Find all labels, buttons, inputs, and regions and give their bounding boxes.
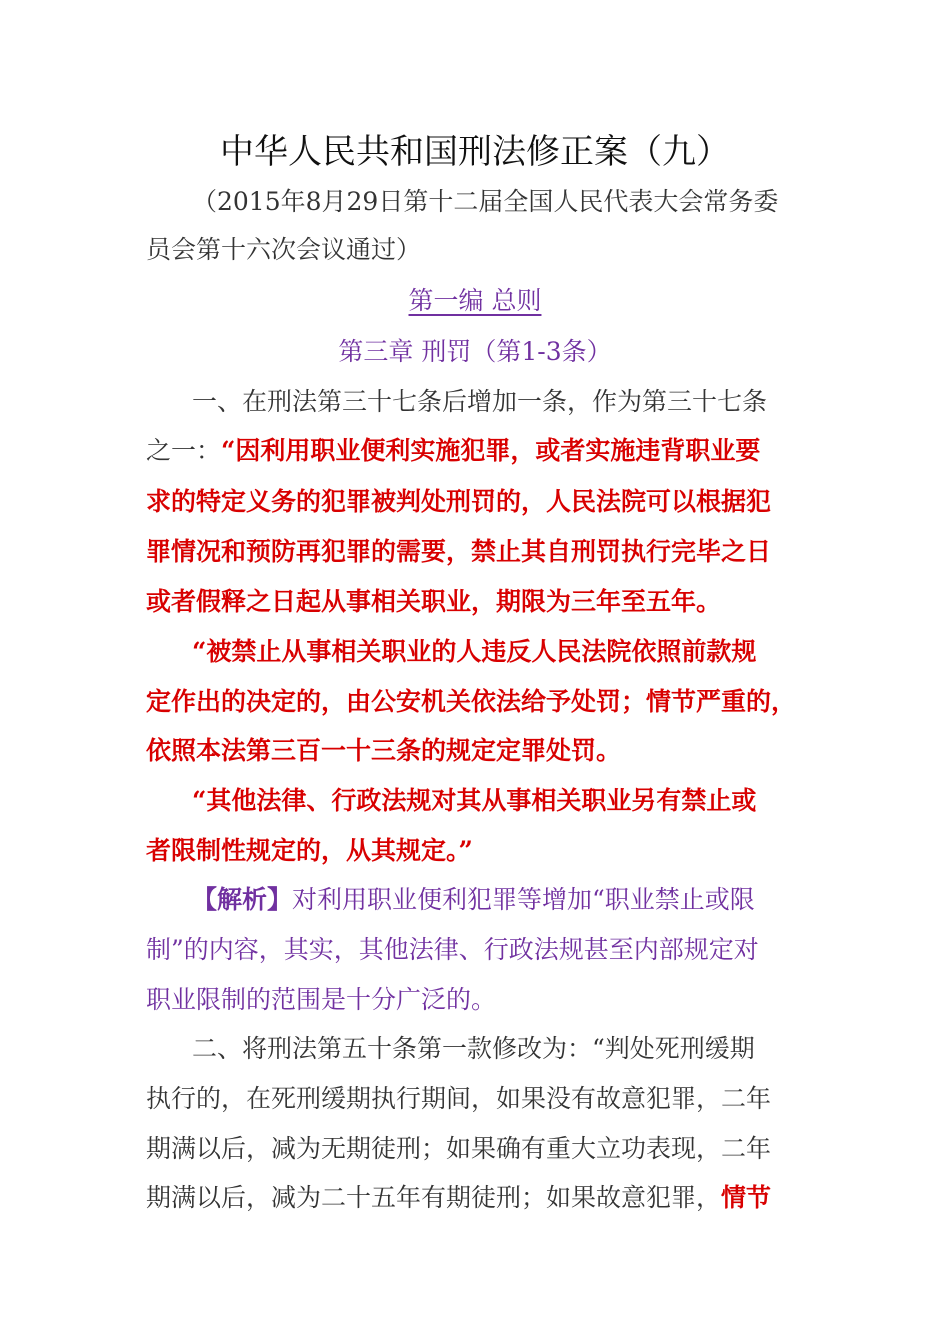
article1-para2-line-3: 依照本法第三百一十三条的规定定罪处罚。 xyxy=(146,736,622,765)
article1-para2-line-1: “被禁止从事相关职业的人违反人民法院依照前款规 xyxy=(192,637,757,666)
analysis-line-2: 制”的内容，其实，其他法律、行政法规甚至内部规定对 xyxy=(146,935,759,964)
chapter-heading xyxy=(0,334,950,370)
article2-line-1: 二、将刑法第五十条第一款修改为：“判处死刑缓期 xyxy=(192,1034,755,1063)
article1-para1-line-1: “因利用职业便利实施犯罪，或者实施违背职业要 xyxy=(221,436,761,465)
analysis-label: 【解析】 xyxy=(192,885,293,914)
article2-text-4: 期满以后，减为二十五年有期徒刑；如果故意犯罪， xyxy=(146,1183,722,1212)
part-heading[interactable] xyxy=(0,283,950,319)
document-title: 中华人民共和国刑法修正案（九） xyxy=(220,132,730,172)
article1-para3-line-1: “其他法律、行政法规对其从事相关职业另有禁止或 xyxy=(192,786,757,815)
article1-para1-line-2: 求的特定义务的犯罪被判处刑罚的，人民法院可以根据犯 xyxy=(146,487,772,516)
article1-para2-line-2: 定作出的决定的，由公安机关依法给予处罚；情节严重的， xyxy=(146,687,797,716)
subtitle-line-2: 员会第十六次会议通过） xyxy=(146,235,422,264)
article1-intro-prefix: 之一： xyxy=(146,436,222,465)
subtitle-line-1: （2015年8月29日第十二届全国人民代表大会常务委 xyxy=(192,187,779,216)
analysis-line-1 xyxy=(192,882,755,918)
article2-line-4 xyxy=(146,1180,771,1216)
article1-para1-line-4: 或者假释之日起从事相关职业，期限为三年至五年。 xyxy=(146,587,722,616)
article2-line-2: 执行的，在死刑缓期执行期间，如果没有故意犯罪，二年 xyxy=(146,1084,772,1113)
article2-line-3: 期满以后，减为无期徒刑；如果确有重大立功表现，二年 xyxy=(146,1134,772,1163)
analysis-text-1: 对利用职业便利犯罪等增加“职业禁止或限 xyxy=(292,885,755,914)
article1-para3-line-2: 者限制性规定的，从其规定。” xyxy=(146,836,473,865)
article2-tail-red: 情节 xyxy=(721,1183,772,1212)
chapter-heading-text: 第三章 刑罚（第1-3条） xyxy=(338,337,612,366)
analysis-line-3: 职业限制的范围是十分广泛的。 xyxy=(146,985,497,1014)
article1-intro-line-2 xyxy=(146,433,760,469)
article1-intro-line-1: 一、在刑法第三十七条后增加一条，作为第三十七条 xyxy=(192,387,768,416)
part-heading-link[interactable]: 第一编 总则 xyxy=(408,286,542,315)
article1-para1-line-3: 罪情况和预防再犯罪的需要，禁止其自刑罚执行完毕之日 xyxy=(146,537,772,566)
